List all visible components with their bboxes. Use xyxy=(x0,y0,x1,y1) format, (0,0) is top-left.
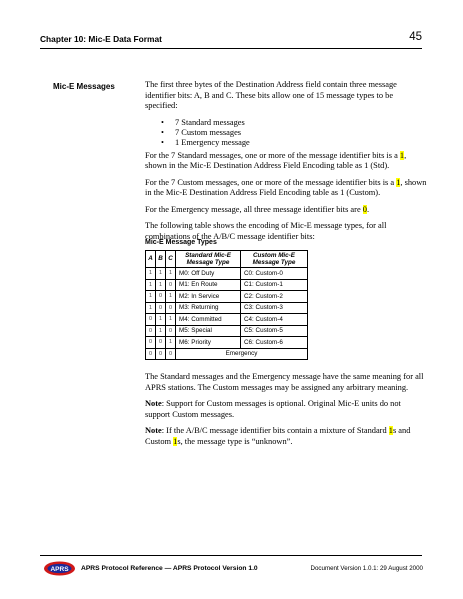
cell-custom: C2: Custom-2 xyxy=(241,291,308,303)
highlight: 1 xyxy=(399,150,405,160)
cell-c: 0 xyxy=(166,279,176,291)
column-header-standard: Standard Mic-E Message Type xyxy=(176,251,241,268)
cell-standard: M4: Committed xyxy=(176,314,241,326)
header-rule xyxy=(40,48,422,49)
cell-custom: C1: Custom-1 xyxy=(241,279,308,291)
message-types-table xyxy=(145,250,308,360)
table-row-emergency xyxy=(146,348,308,360)
custom-paragraph: For the 7 Custom messages, one or more of the message identifier bits is a 1, shown in the Mic-E Destination Address Field Encoding table as 1 (Custom). xyxy=(145,177,427,197)
table-row xyxy=(146,291,308,303)
cell-b: 1 xyxy=(156,279,166,291)
cell-standard: M5: Special xyxy=(176,325,241,337)
cell-standard: M3: Returning xyxy=(176,302,241,314)
chapter-title: Chapter 10: Mic-E Data Format xyxy=(40,34,162,44)
highlight: 1 xyxy=(173,436,178,446)
highlight: 0 xyxy=(362,204,367,214)
footer-version: Document Version 1.0.1: 29 August 2000 xyxy=(310,565,423,572)
cell-b: 0 xyxy=(156,337,166,349)
column-header-a: A xyxy=(146,251,156,268)
cell-a: 1 xyxy=(146,302,156,314)
cell-c: 0 xyxy=(166,302,176,314)
cell-a: 0 xyxy=(146,314,156,326)
cell-custom: C0: Custom-0 xyxy=(241,268,308,280)
footer-title: APRS Protocol Reference — APRS Protocol Version 1.0 xyxy=(81,565,258,572)
cell-a: 1 xyxy=(146,268,156,280)
cell-custom: C6: Custom-6 xyxy=(241,337,308,349)
body-text-after-table xyxy=(145,372,427,453)
highlight: 1 xyxy=(388,426,393,435)
list-item: • 7 Custom messages xyxy=(167,128,427,138)
cell-emergency: Emergency xyxy=(176,348,308,360)
page-number: 45 xyxy=(409,31,422,43)
column-header-c: C xyxy=(166,251,176,268)
cell-a: 0 xyxy=(146,325,156,337)
table-row xyxy=(146,325,308,337)
cell-custom: C5: Custom-5 xyxy=(241,325,308,337)
body-text xyxy=(145,80,427,248)
footer-rule xyxy=(40,555,422,556)
highlight: 1 xyxy=(396,177,401,187)
emergency-paragraph: For the Emergency message, all three message identifier bits are 0. xyxy=(145,204,370,214)
cell-custom: C3: Custom-3 xyxy=(241,302,308,314)
list-item: • 1 Emergency message xyxy=(167,138,427,148)
list-item: • 7 Standard messages xyxy=(167,118,427,128)
column-header-custom: Custom Mic-E Message Type xyxy=(241,251,308,268)
table-row xyxy=(146,314,308,326)
cell-c: 1 xyxy=(166,314,176,326)
table-title: Mic-E Message Types xyxy=(145,239,217,246)
standard-paragraph: For the 7 Standard messages, one or more of the message identifier bits is a 1, shown in the Mic-E Destination Address Field Encoding table as 1 (Std). xyxy=(145,150,407,170)
cell-c: 1 xyxy=(166,268,176,280)
svg-text:APRS: APRS xyxy=(50,566,69,573)
meaning-paragraph: The Standard messages and the Emergency message have the same meaning for all APRS stations. The Custom messages may be assigned any arbitrary meaning. xyxy=(145,372,424,392)
message-type-list xyxy=(145,118,427,148)
table-row xyxy=(146,302,308,314)
cell-b: 1 xyxy=(156,325,166,337)
column-header-b: B xyxy=(156,251,166,268)
cell-a: 1 xyxy=(146,279,156,291)
table-row xyxy=(146,337,308,349)
table-row xyxy=(146,268,308,280)
cell-b: 1 xyxy=(156,314,166,326)
cell-c: 1 xyxy=(166,337,176,349)
cell-standard: M6: Priority xyxy=(176,337,241,349)
cell-b: 0 xyxy=(156,348,166,360)
cell-standard: M1: En Route xyxy=(176,279,241,291)
cell-a: 0 xyxy=(146,337,156,349)
cell-a: 1 xyxy=(146,291,156,303)
cell-c: 1 xyxy=(166,291,176,303)
table-header-row xyxy=(146,251,308,268)
cell-a: 0 xyxy=(146,348,156,360)
cell-c: 0 xyxy=(166,348,176,360)
cell-c: 0 xyxy=(166,325,176,337)
intro-paragraph: The first three bytes of the Destination Address field contain three message identifier bits: A, B and C. These bits allow one of 15 message types to be specified: xyxy=(145,80,397,110)
table-row xyxy=(146,279,308,291)
cell-b: 1 xyxy=(156,268,166,280)
note-paragraph: Note: If the A/B/C message identifier bits contain a mixture of Standard 1s and Custom 1s, the message type is “unknown”. xyxy=(145,426,411,446)
note-paragraph: Note: Support for Custom messages is optional. Original Mic-E units do not support Custom messages. xyxy=(145,399,401,419)
cell-b: 0 xyxy=(156,291,166,303)
cell-standard: M0: Off Duty xyxy=(176,268,241,280)
section-label: Mic-E Messages xyxy=(53,82,115,91)
aprs-logo xyxy=(43,560,76,577)
cell-custom: C4: Custom-4 xyxy=(241,314,308,326)
cell-b: 0 xyxy=(156,302,166,314)
cell-standard: M2: In Service xyxy=(176,291,241,303)
table-intro-paragraph: The following table shows the encoding of Mic-E message types, for all combinations of the A/B/C message identifier bits: xyxy=(145,221,387,241)
